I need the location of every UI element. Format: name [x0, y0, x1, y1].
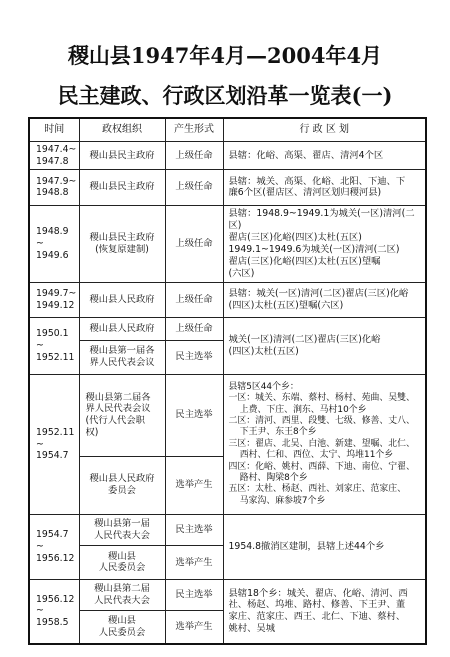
cell-time: 1949.7~ 1949.12: [29, 283, 79, 317]
table-row: [29, 514, 426, 545]
cell-time: 1948.9 ~ 1949.6: [29, 205, 79, 283]
table-row: [29, 317, 426, 340]
cell-org: 稷山县民主政府: [79, 170, 165, 205]
cell-time: 1947.4~ 1947.8: [29, 142, 79, 170]
table-row: [29, 170, 426, 205]
cell-org: 稷山县人民政府 委员会: [79, 456, 165, 514]
table-row: [29, 142, 426, 170]
cell-form: 上级任命: [165, 170, 223, 205]
cell-org: 稷山县民主政府: [79, 142, 165, 170]
header-form: 产生形式: [165, 118, 223, 142]
cell-division: 县辖：化峪、高渠、翟店、清河4个区: [223, 142, 426, 170]
cell-form: 上级任命: [165, 283, 223, 317]
cell-org: 稷山县人民政府: [79, 283, 165, 317]
table-row: [29, 205, 426, 283]
table-row: [29, 579, 426, 610]
cell-form: 民主选举: [165, 340, 223, 374]
cell-form: 民主选举: [165, 375, 223, 456]
cell-division: 县辖：城关(一区)清河(二区)翟店(三区)化峪 (四区)太杜(五区)望嘱(六区): [223, 283, 426, 317]
cell-org: 稷山县第二届各 界人民代表会议 (代行人代会职 权): [79, 375, 165, 456]
cell-form: 民主选举: [165, 579, 223, 610]
cell-org: 稷山县第二届 人民代表大会: [79, 579, 165, 610]
cell-division: 县辖：1948.9~1949.1为城关(一区)清河(二区) 翟店(三区)化峪(四区)太杜(五区) 1949.1~1949.6为城关(一区)清河(二区) 翟店(三区)化峪(四区)太杜(五区)望嘱 (六区): [223, 205, 426, 283]
cell-time: 1954.7 ~ 1956.12: [29, 514, 79, 579]
title-line-2: 民主建政、行政区划沿革一览表(一): [57, 83, 393, 108]
title-line-1: 稷山县1947年4月—2004年4月: [67, 43, 383, 68]
cell-division: 县辖5区44个乡： 一区：城关、东端、蔡村、杨村、苑曲、吴雙、 上费、下庄、涧东、马村10个乡 二区：清河、西里、段雙、七级、修善、丈八、 下王尹、东王8个乡 三区：翟店、北吴、白池、新建、望嘱、北仁、 西村、仁和、西位、太宁、坞堆11个乡 四区：化峪、姚村、西薛、下迪、南位、宁翟、 路村、陶梁8个乡 五区：太杜、杨赵、西社、刘家庄、范家庄、 马家沟、麻参坡7个乡: [223, 375, 426, 515]
cell-org: 稷山县 人民委员会: [79, 546, 165, 579]
cell-form: 上级任命: [165, 142, 223, 170]
cell-form: 选举产生: [165, 456, 223, 514]
cell-form: 上级任命: [165, 317, 223, 340]
table-row: [29, 375, 426, 456]
history-table: [28, 117, 427, 645]
cell-time: 1950.1 ~ 1952.11: [29, 317, 79, 374]
cell-org: 稷山县 人民委员会: [79, 611, 165, 645]
header-time: 时间: [29, 118, 79, 142]
cell-time: 1947.9~ 1948.8: [29, 170, 79, 205]
cell-org: 稷山县第一届 人民代表大会: [79, 514, 165, 545]
cell-division: 县辖：城关、高渠、化峪、北阳、下迪、下 廉6个区(翟店区、清河区划归稷河县): [223, 170, 426, 205]
header-org: 政权组织: [79, 118, 165, 142]
cell-division: 县辖18个乡：城关、翟店、化峪、清河、西 社、杨赵、坞堆、路村、修善、下王尹、董 家庄、范家庄、西王、北仁、下迪、蔡村、 姚村、吴城: [223, 579, 426, 644]
cell-form: 民主选举: [165, 514, 223, 545]
cell-form: 选举产生: [165, 546, 223, 579]
cell-org: 稷山县民主政府 (恢复原建制): [79, 205, 165, 283]
header-division: 行 政 区 划: [223, 118, 426, 142]
cell-form: 上级任命: [165, 205, 223, 283]
cell-time: 1952.11 ~ 1954.7: [29, 375, 79, 515]
table-row: [29, 283, 426, 317]
table-header-row: [29, 118, 426, 142]
cell-time: 1956.12 ~ 1958.5: [29, 579, 79, 644]
cell-org: 稷山县第一届各 界人民代表会议: [79, 340, 165, 374]
cell-form: 选举产生: [165, 611, 223, 645]
cell-org: 稷山县人民政府: [79, 317, 165, 340]
cell-division: 城关(一区)清河(二区)翟店(三区)化峪 (四区)太杜(五区): [223, 317, 426, 374]
cell-division: 1954.8撤消区建制，县辖上述44个乡: [223, 514, 426, 579]
